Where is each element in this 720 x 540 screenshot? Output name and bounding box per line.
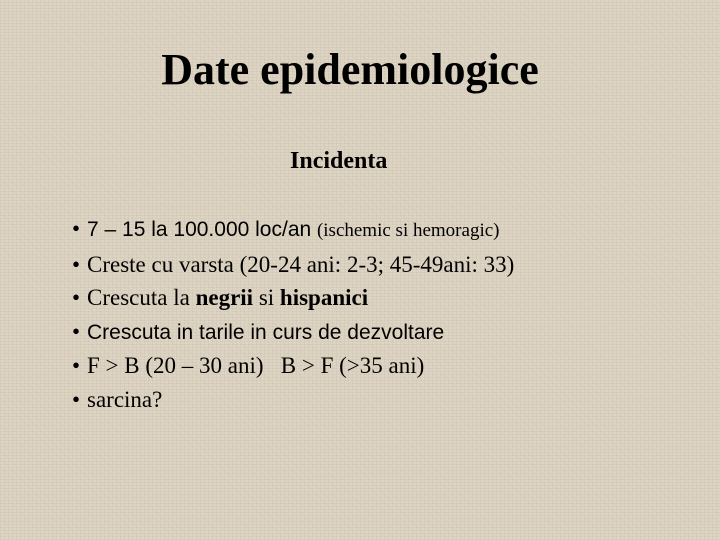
developing-countries-text: Crescuta in tarile in curs de dezvoltare <box>87 320 445 344</box>
slide-subtitle: Incidenta <box>290 148 388 174</box>
bullet-marker: • <box>72 251 81 277</box>
bullet-developing-countries <box>72 315 514 350</box>
incidence-rate-text: 7 – 15 la 100.000 loc/an <box>87 218 312 241</box>
bullet-marker: • <box>72 318 81 344</box>
ethnicity-bold-hispanici: hispanici <box>279 285 369 310</box>
incidence-rate-note: (ischemic si hemoragic) <box>316 220 500 241</box>
bullet-marker: • <box>72 216 81 241</box>
bullet-incidence-rate <box>72 212 514 248</box>
bullet-pregnancy <box>72 383 514 417</box>
bullet-age <box>72 248 514 282</box>
ethnicity-bold-negrii: negrii <box>195 285 254 310</box>
ethnicity-mid: si <box>258 285 275 310</box>
bullet-marker: • <box>72 353 81 378</box>
bullet-ethnicity <box>72 281 514 315</box>
bullet-list <box>72 212 514 416</box>
slide-title: Date epidemiologice <box>161 45 539 94</box>
bullet-marker: • <box>72 285 81 310</box>
ethnicity-pre: Crescuta la <box>87 285 190 310</box>
sex-ratio-text: F > B (20 – 30 ani) B > F (>35 ani) <box>87 353 425 378</box>
bullet-marker: • <box>72 386 81 412</box>
pregnancy-text: sarcina? <box>87 386 163 412</box>
bullet-sex-ratio <box>72 349 514 383</box>
age-text: Creste cu varsta (20-24 ani: 2-3; 45-49ani: 33) <box>87 251 515 277</box>
